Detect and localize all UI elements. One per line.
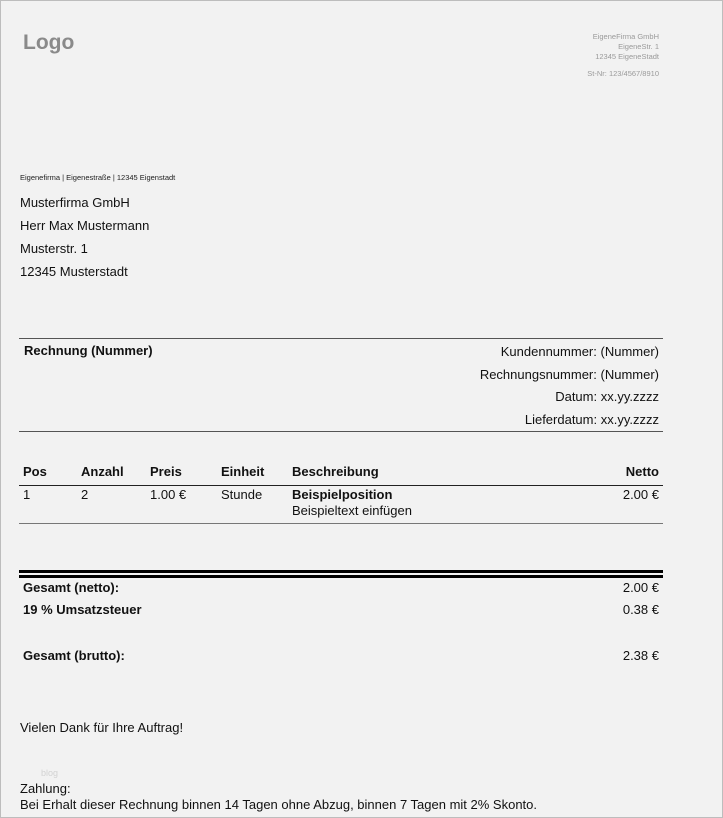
payment-terms bbox=[20, 781, 537, 813]
total-gross-label: Gesamt (brutto): bbox=[23, 648, 125, 663]
delivery-date-label: Lieferdatum: bbox=[524, 411, 598, 427]
recipient-company: Musterfirma GmbH bbox=[20, 195, 130, 210]
recipient-city: 12345 Musterstadt bbox=[20, 264, 128, 279]
customer-number-label: Kundennummer: bbox=[500, 344, 597, 359]
recipient-person: Herr Max Mustermann bbox=[20, 218, 150, 233]
customer-number-value: (Nummer) bbox=[600, 344, 659, 359]
watermark: blog bbox=[41, 768, 59, 778]
divider bbox=[19, 338, 663, 339]
item-description-title: Beispielposition bbox=[292, 487, 393, 502]
total-gross-value: 2.38 € bbox=[622, 648, 659, 663]
sender-company: EigeneFirma GmbH bbox=[592, 32, 659, 41]
item-description bbox=[292, 487, 412, 518]
invoice-number-row bbox=[480, 364, 659, 387]
header-net: Netto bbox=[625, 464, 659, 479]
customer-number-row bbox=[480, 341, 659, 364]
payment-terms-text: Bei Erhalt dieser Rechnung binnen 14 Tagen ohne Abzug, binnen 7 Tagen mit 2% Skonto. bbox=[20, 797, 538, 812]
totals-double-rule-top bbox=[19, 570, 663, 573]
divider bbox=[19, 485, 663, 486]
invoice-meta bbox=[480, 341, 659, 431]
item-net: 2.00 € bbox=[622, 487, 659, 502]
item-quantity: 2 bbox=[81, 487, 89, 502]
recipient-address bbox=[20, 191, 149, 283]
header-unit: Einheit bbox=[221, 464, 265, 479]
invoice-number-label: Rechnungsnummer: bbox=[479, 366, 597, 382]
logo: Logo bbox=[23, 31, 75, 54]
thank-you-note: Vielen Dank für Ihre Auftrag! bbox=[20, 720, 184, 735]
date-label: Datum: bbox=[555, 389, 598, 404]
payment-label: Zahlung: bbox=[20, 781, 71, 796]
item-pos: 1 bbox=[23, 487, 31, 502]
vat-label: 19 % Umsatzsteuer bbox=[23, 602, 142, 617]
item-description-text: Beispieltext einfügen bbox=[292, 503, 412, 518]
recipient-street: Musterstr. 1 bbox=[20, 241, 88, 256]
sender-address bbox=[587, 32, 659, 79]
invoice-number-value: (Nummer) bbox=[600, 366, 659, 382]
total-net-value: 2.00 € bbox=[622, 580, 659, 595]
header-description: Beschreibung bbox=[292, 464, 379, 479]
delivery-date-row bbox=[480, 409, 659, 432]
total-net-label: Gesamt (netto): bbox=[23, 580, 120, 595]
divider bbox=[19, 523, 663, 524]
return-address-line: Eigenefirma | Eigenestraße | 12345 Eigenstadt bbox=[20, 173, 176, 182]
invoice-title: Rechnung (Nummer) bbox=[24, 343, 153, 358]
header-price: Preis bbox=[150, 464, 182, 479]
sender-street: EigeneStr. 1 bbox=[618, 42, 659, 51]
totals-double-rule-bottom bbox=[19, 575, 663, 578]
item-unit: Stunde bbox=[221, 487, 263, 502]
sender-tax-id: St-Nr: 123/4567/8910 bbox=[587, 69, 659, 78]
header-quantity: Anzahl bbox=[81, 464, 124, 479]
date-value: xx.yy.zzzz bbox=[600, 389, 659, 404]
vat-value: 0.38 € bbox=[622, 602, 659, 617]
sender-city: 12345 EigeneStadt bbox=[595, 52, 659, 61]
date-row bbox=[480, 386, 659, 409]
divider bbox=[19, 431, 663, 432]
header-pos: Pos bbox=[23, 464, 47, 479]
delivery-date-value: xx.yy.zzzz bbox=[600, 411, 659, 427]
item-price: 1.00 € bbox=[150, 487, 187, 502]
